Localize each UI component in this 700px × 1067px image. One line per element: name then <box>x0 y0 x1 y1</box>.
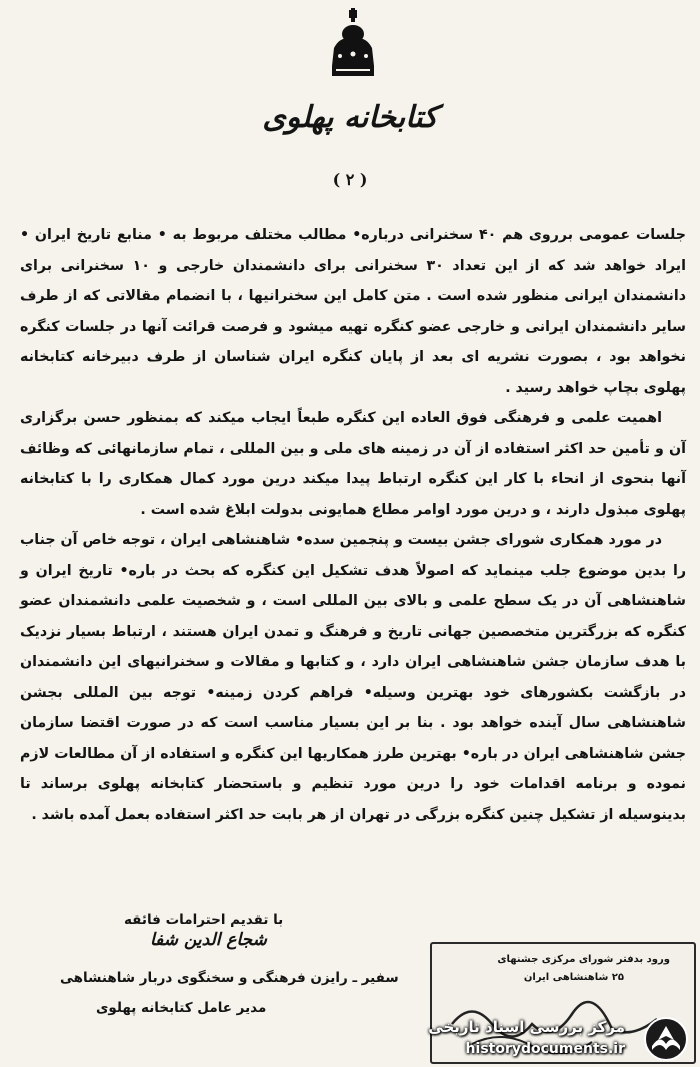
archive-watermark <box>420 1010 700 1067</box>
paragraph-3: در مورد همکاری شورای جشن بیست و پنجمین سده• شاهنشاهی ایران ، توجه خاص آن جناب را بدین موضوع جلب مینماید که اصولاً هدف تشکیل این کنگره که بحث در باره• تاریخ ایران و شاهنشاهی آن در یک سطح علمی و بالای بین المللی است ، و شخصیت علمی دانشمندان عضو کنگره که بزرگترین متخصصین جهانی تاریخ و فرهنگ و تمدن ایران هستند ، ارتباط بسیار نزدیک با هدف سازمان جشن شاهنشاهی ایران دارد ، و کتابها و مقالات و سخنرانیهای این دانشمندان در بازگشت بکشورهای خود بهترین وسیله• فراهم کردن زمینه• توجه بین المللی بجشن شاهنشاهی سال آینده خواهد بود . بنا بر این بسیار مناسب است که در صورت اقتضا سازمان جشن شاهنشاهی ایران در باره• بهترین طرز همکاریها این کنگره و استفاده از آن مطالعات لازم نموده و برنامه اقدامات خود را درین مورد تنظیم و باستحضار کتابخانه پهلوی برساند تا بدینوسیله از تشکیل چنین کنگره بزرگی در تهران از هر بابت حد اکثر استفاده بعمل آمده باشد . <box>20 532 686 823</box>
page-number: ( ۲ ) <box>332 170 368 189</box>
stamp-line-1: ورود بدفتر شورای مرکزی جشنهای <box>497 954 670 965</box>
paragraph-1: جلسات عمومی برروی هم ۴۰ سخنرانی درباره• مطالب مختلف مربوط به • منابع تاریخ ایران • ایراد خواهد شد که از این تعداد ۳۰ سخنرانی برای دانشمندان خارجی و ۱۰ سخنرانی برای دانشمندان ایرانی منظور شده است . متن کامل این سخنرانیها ، با انضمام مقالاتی که از طرف سایر دانشمندان ایرانی و خارجی عضو کنگره تهیه میشود و فرصت قرائت آنها در جلسات کنگره نخواهد بود ، بصورت نشریه ای بعد از پایان کنگره ایران شناسان از طرف دبیرخانه کتابخانه پهلوی بچاپ خواهد رسید . <box>20 227 686 396</box>
watermark-url: historydocuments.ir <box>465 1041 625 1057</box>
closing-regards: با تقدیم احترامات فائقه <box>124 912 284 928</box>
signer-title-line-2: مدیر عامل کتابخانه پهلوی <box>96 1000 267 1016</box>
letterhead-title: کتابخانه پهلوی <box>262 100 438 135</box>
pahlavi-crown-icon <box>330 8 376 88</box>
book-logo-icon <box>640 1016 692 1062</box>
stamp-line-2: ۲۵ شاهنشاهی ایران <box>523 972 624 983</box>
handwritten-signature: شجاع الدین شفا <box>150 930 267 950</box>
signer-title-line-1: سفیر ـ رایزن فرهنگی و سخنگوی دربار شاهنشاهی <box>60 970 399 986</box>
watermark-name: مرکز بررسی اسناد تاریخی <box>428 1018 625 1036</box>
letter-body <box>20 220 686 830</box>
paragraph-2: اهمیت علمی و فرهنگی فوق العاده این کنگره طبعاً ایجاب میکند که بمنظور حسن برگزاری آن و تأمین حد اکثر استفاده از آن در زمینه های ملی و بین المللی ، تمام سازمانهائی که وظائف آنها بنحوی از انحاء با کار این کنگره ارتباط پیدا میکند درین مورد کمال همکاری را با کتابخانه پهلوی مبذول دارند ، و درین مورد اوامر مطاع همایونی بدولت ابلاغ شده است . <box>20 410 686 518</box>
